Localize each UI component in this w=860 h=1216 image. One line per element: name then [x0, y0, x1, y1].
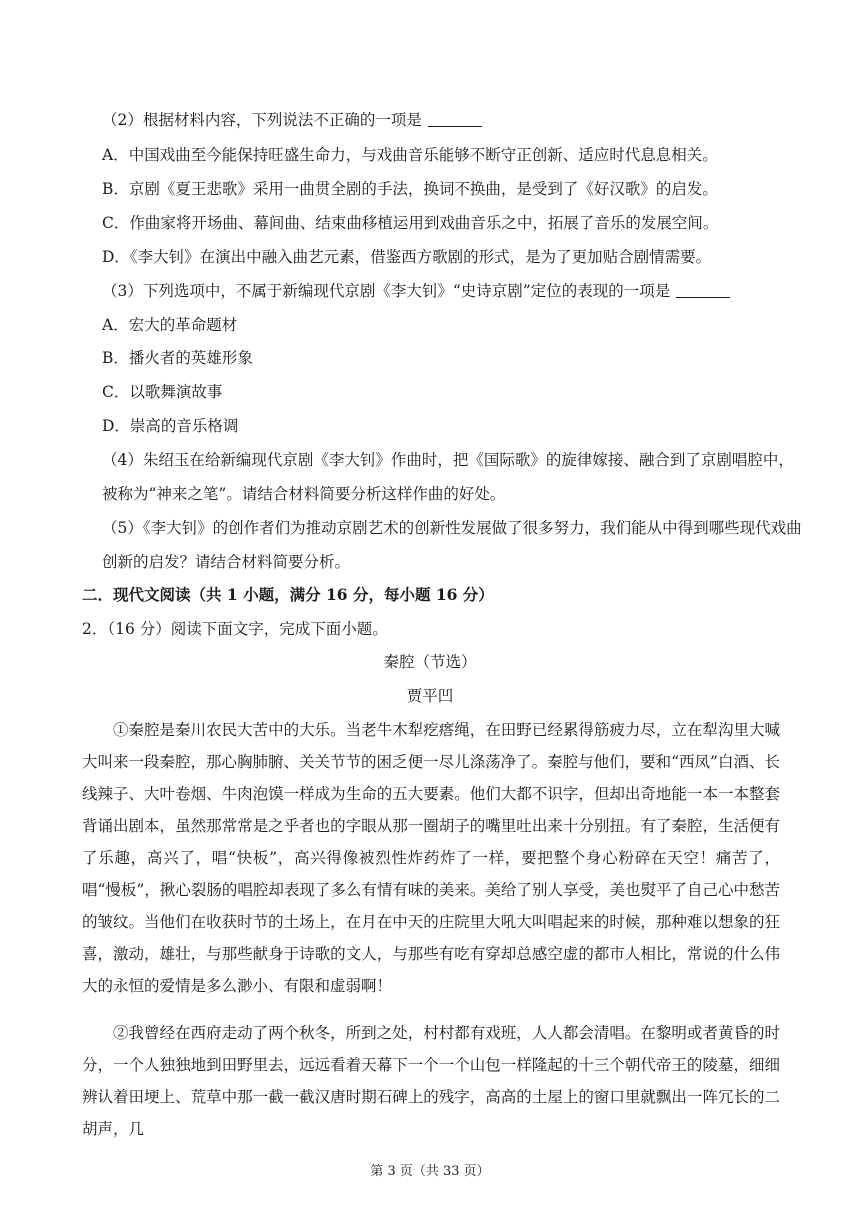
- section-heading: 二．现代文阅读（共 1 小题，满分 16 分，每小题 16 分）: [82, 585, 494, 604]
- question-intro: 2．（16 分）阅读下面文字，完成下面小题。: [82, 620, 388, 638]
- article-author: 贾平凹: [406, 687, 454, 705]
- q2-option-c: C．作曲家将开场曲、幕间曲、结束曲移植运用到戏曲音乐之中，拓展了音乐的发展空间。: [102, 214, 719, 232]
- article-paragraph-2: ②我曾经在西府走动了两个秋冬，所到之处，村村都有戏班，人人都会清唱。在黎明或者黄昏的时分，一个人独独地到田野里去，远远看着天幕下一个一个山包一样隆起的十三个朝代帝王的陵墓，细细辨认着田埂上、荒草中那一截一截汉唐时期石碑上的残字，高高的土屋上的窗口里就飘出一阵冗长的二胡声，几: [82, 1024, 780, 1138]
- q2-option-a: A．中国戏曲至今能保持旺盛生命力，与戏曲音乐能够不断守正创新、适应时代息息相关。: [102, 146, 718, 164]
- page-footer: 第 3 页（共 33 页）: [370, 1164, 490, 1179]
- article-title: 秦腔（节选）: [383, 653, 477, 671]
- q2-option-d: D．《李大钊》在演出中融入曲艺元素，借鉴西方歌剧的形式，是为了更加贴合剧情需要。: [102, 248, 712, 266]
- q3-option-a: A．宏大的革命题材: [102, 316, 238, 334]
- q2-stem: （2）根据材料内容，下列说法不正确的一项是: [102, 110, 802, 130]
- q4-line2: 被称为“神来之笔”。请结合材料简要分析这样作曲的好处。: [102, 485, 506, 503]
- q3-option-b: B．播火者的英雄形象: [102, 349, 253, 367]
- article-paragraph-1: ①秦腔是秦川农民大苦中的大乐。当老牛木犁疙瘩绳，在田野已经累得筋疲力尽，立在犁沟里大喊大叫来一段秦腔，那心胸肺腑、关关节节的困乏便一尽儿涤荡净了。秦腔与他们，要和“西凤”白酒、长线辣子、大叶卷烟、牛肉泡馍一样成为生命的五大要素。他们大都不识字，但却出奇地能一本一本整套背诵出剧本，虽然那常常是之乎者也的字眼从那一圈胡子的嘴里吐出来十分别扭。有了秦腔，生活便有了乐趣，高兴了，唱“快板”，高兴得像被烈性炸药炸了一样，要把整个身心粉碎在天空！痛苦了，唱“慢板”，揪心裂肠的唱腔却表现了多么有情有味的美来。美给了别人享受，美也熨平了自己心中愁苦的皱纹。当他们在收获时节的土场上，在月在中天的庄院里大吼大叫唱起来的时候，那种难以想象的狂喜，激动，雄壮，与那些献身于诗歌的文人，与那些有吃有穿却总感空虚的都市人相比，常说的什么伟大的永恒的爱情是多么渺小、有限和虚弱啊！: [82, 721, 780, 995]
- answer-blank: [676, 283, 730, 298]
- q5-line2: 创新的启发？请结合材料简要分析。: [102, 553, 351, 571]
- q3-option-c: C．以歌舞演故事: [102, 383, 223, 401]
- q2-option-b: B．京剧《夏王悲歌》采用一曲贯全剧的手法，换词不换曲，是受到了《好汉歌》的启发。: [102, 180, 718, 198]
- q5-line1: （5）《李大钊》的创作者们为推动京剧艺术的创新性发展做了很多努力，我们能从中得到哪些现代戏曲: [102, 519, 802, 537]
- answer-blank: [428, 112, 482, 127]
- q4-line1: （4）朱绍玉在给新编现代京剧《李大钊》作曲时，把《国际歌》的旋律嫁接、融合到了京剧唱腔中，: [102, 451, 794, 469]
- q3-option-d: D．崇高的音乐格调: [102, 417, 239, 435]
- q3-stem: （3）下列选项中，不属于新编现代京剧《李大钊》“史诗京剧”定位的表现的一项是: [102, 281, 802, 301]
